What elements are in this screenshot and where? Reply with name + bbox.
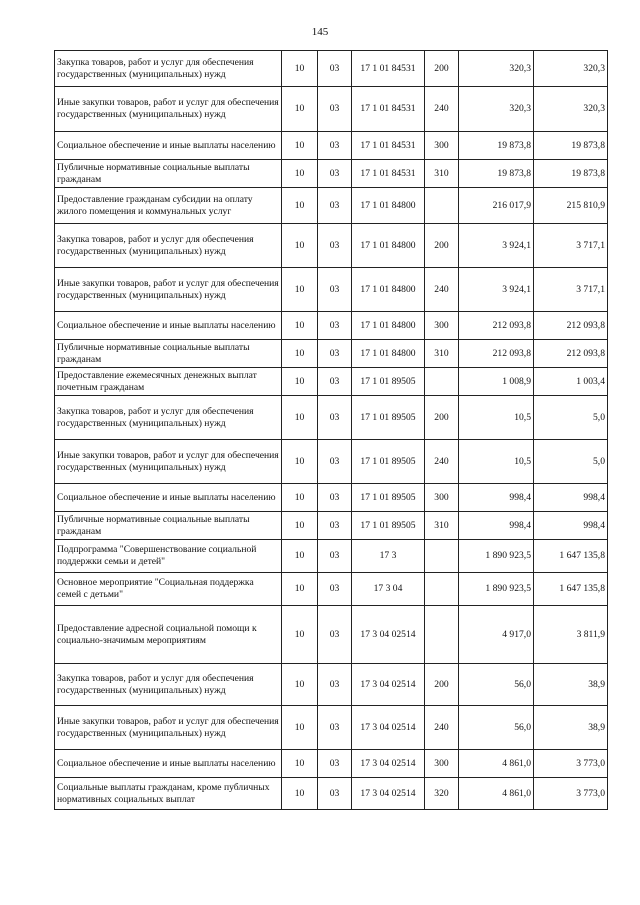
table-row [55,268,608,312]
row-sum-2: 212 093,8 [534,340,608,368]
row-sum-2: 3 717,1 [534,224,608,268]
row-target-article: 17 1 01 89505 [352,484,425,512]
row-sum-1: 1 890 923,5 [459,573,534,606]
row-subsection: 03 [318,606,352,664]
row-subsection: 03 [318,188,352,224]
row-sum-2: 38,9 [534,706,608,750]
row-sum-2: 3 773,0 [534,750,608,778]
row-sum-2: 19 873,8 [534,132,608,160]
row-expense-type: 310 [425,340,459,368]
row-sum-2: 5,0 [534,396,608,440]
row-sum-1: 212 093,8 [459,340,534,368]
row-subsection: 03 [318,440,352,484]
row-name: Социальное обеспечение и иные выплаты населению [55,132,282,160]
row-subsection: 03 [318,340,352,368]
row-sum-2: 212 093,8 [534,312,608,340]
row-sum-2: 998,4 [534,484,608,512]
row-section: 10 [282,268,318,312]
row-subsection: 03 [318,160,352,188]
row-section: 10 [282,224,318,268]
table-row [55,778,608,810]
row-subsection: 03 [318,750,352,778]
row-section: 10 [282,312,318,340]
row-sum-1: 212 093,8 [459,312,534,340]
row-expense-type: 240 [425,706,459,750]
row-target-article: 17 1 01 84531 [352,51,425,87]
row-expense-type: 310 [425,512,459,540]
row-target-article: 17 3 [352,540,425,573]
table-row [55,188,608,224]
row-sum-2: 215 810,9 [534,188,608,224]
row-sum-2: 1 647 135,8 [534,540,608,573]
row-target-article: 17 1 01 84800 [352,312,425,340]
row-name: Иные закупки товаров, работ и услуг для обеспечения государственных (муниципальных) нужд [55,706,282,750]
row-subsection: 03 [318,664,352,706]
row-expense-type: 300 [425,312,459,340]
row-sum-2: 1 647 135,8 [534,573,608,606]
row-target-article: 17 3 04 02514 [352,664,425,706]
table-row [55,87,608,132]
row-subsection: 03 [318,484,352,512]
table-row [55,540,608,573]
row-section: 10 [282,188,318,224]
row-sum-1: 4 861,0 [459,778,534,810]
row-target-article: 17 1 01 89505 [352,368,425,396]
row-expense-type: 310 [425,160,459,188]
row-subsection: 03 [318,540,352,573]
budget-table [54,50,608,810]
row-section: 10 [282,484,318,512]
row-subsection: 03 [318,312,352,340]
row-sum-1: 56,0 [459,706,534,750]
row-name: Публичные нормативные социальные выплаты гражданам [55,160,282,188]
table-row [55,484,608,512]
row-name: Публичные нормативные социальные выплаты гражданам [55,340,282,368]
row-section: 10 [282,706,318,750]
row-sum-1: 3 924,1 [459,224,534,268]
table-row [55,750,608,778]
table-row [55,706,608,750]
table-row [55,573,608,606]
row-subsection: 03 [318,51,352,87]
row-expense-type: 200 [425,224,459,268]
row-name: Иные закупки товаров, работ и услуг для обеспечения государственных (муниципальных) нужд [55,87,282,132]
row-section: 10 [282,396,318,440]
row-sum-1: 998,4 [459,512,534,540]
row-section: 10 [282,540,318,573]
row-expense-type: 300 [425,484,459,512]
row-sum-2: 3 811,9 [534,606,608,664]
row-target-article: 17 1 01 84800 [352,268,425,312]
row-name: Публичные нормативные социальные выплаты гражданам [55,512,282,540]
table-row [55,224,608,268]
row-sum-2: 3 773,0 [534,778,608,810]
row-section: 10 [282,132,318,160]
row-name: Социальные выплаты гражданам, кроме публичных нормативных социальных выплат [55,778,282,810]
row-target-article: 17 1 01 84531 [352,87,425,132]
row-target-article: 17 3 04 [352,573,425,606]
row-sum-1: 10,5 [459,396,534,440]
row-section: 10 [282,368,318,396]
row-name: Социальное обеспечение и иные выплаты населению [55,312,282,340]
row-sum-2: 320,3 [534,87,608,132]
row-name: Социальное обеспечение и иные выплаты населению [55,484,282,512]
row-subsection: 03 [318,573,352,606]
row-expense-type: 200 [425,51,459,87]
row-target-article: 17 3 04 02514 [352,778,425,810]
row-subsection: 03 [318,512,352,540]
row-subsection: 03 [318,368,352,396]
budget-table-body [55,51,608,810]
table-row [55,160,608,188]
table-row [55,51,608,87]
row-name: Закупка товаров, работ и услуг для обеспечения государственных (муниципальных) нужд [55,396,282,440]
table-row [55,606,608,664]
row-section: 10 [282,340,318,368]
row-expense-type: 200 [425,396,459,440]
row-section: 10 [282,606,318,664]
table-row [55,132,608,160]
row-name: Закупка товаров, работ и услуг для обеспечения государственных (муниципальных) нужд [55,664,282,706]
row-target-article: 17 3 04 02514 [352,750,425,778]
table-row [55,368,608,396]
row-subsection: 03 [318,396,352,440]
row-target-article: 17 1 01 84800 [352,224,425,268]
row-target-article: 17 1 01 89505 [352,440,425,484]
row-name: Предоставление ежемесячных денежных выплат почетным гражданам [55,368,282,396]
row-target-article: 17 1 01 84531 [352,160,425,188]
row-sum-1: 998,4 [459,484,534,512]
row-expense-type: 300 [425,750,459,778]
row-name: Подпрограмма "Совершенствование социальной поддержки семьи и детей" [55,540,282,573]
row-sum-2: 998,4 [534,512,608,540]
row-target-article: 17 1 01 84800 [352,340,425,368]
row-target-article: 17 1 01 84800 [352,188,425,224]
row-expense-type [425,573,459,606]
row-sum-2: 5,0 [534,440,608,484]
row-sum-1: 4 917,0 [459,606,534,664]
row-target-article: 17 1 01 89505 [352,512,425,540]
row-sum-1: 10,5 [459,440,534,484]
row-section: 10 [282,87,318,132]
table-row [55,396,608,440]
row-subsection: 03 [318,132,352,160]
row-target-article: 17 3 04 02514 [352,606,425,664]
row-subsection: 03 [318,778,352,810]
row-section: 10 [282,512,318,540]
row-name: Основное мероприятие "Социальная поддержка семей с детьми" [55,573,282,606]
row-section: 10 [282,664,318,706]
row-expense-type: 240 [425,440,459,484]
row-sum-1: 320,3 [459,87,534,132]
row-expense-type [425,188,459,224]
row-expense-type [425,606,459,664]
row-name: Закупка товаров, работ и услуг для обеспечения государственных (муниципальных) нужд [55,51,282,87]
table-row [55,312,608,340]
row-sum-1: 320,3 [459,51,534,87]
row-expense-type [425,368,459,396]
row-sum-1: 19 873,8 [459,132,534,160]
row-sum-2: 3 717,1 [534,268,608,312]
row-sum-1: 4 861,0 [459,750,534,778]
row-expense-type [425,540,459,573]
row-sum-2: 38,9 [534,664,608,706]
row-target-article: 17 1 01 89505 [352,396,425,440]
row-name: Предоставление адресной социальной помощи к социально-значимым мероприятиям [55,606,282,664]
row-section: 10 [282,750,318,778]
row-expense-type: 300 [425,132,459,160]
row-section: 10 [282,160,318,188]
row-sum-1: 3 924,1 [459,268,534,312]
row-sum-2: 320,3 [534,51,608,87]
table-row [55,340,608,368]
row-sum-2: 1 003,4 [534,368,608,396]
row-subsection: 03 [318,224,352,268]
row-name: Закупка товаров, работ и услуг для обеспечения государственных (муниципальных) нужд [55,224,282,268]
row-name: Иные закупки товаров, работ и услуг для обеспечения государственных (муниципальных) нужд [55,268,282,312]
row-expense-type: 240 [425,87,459,132]
row-expense-type: 240 [425,268,459,312]
row-target-article: 17 3 04 02514 [352,706,425,750]
row-section: 10 [282,778,318,810]
table-row [55,512,608,540]
row-sum-1: 1 008,9 [459,368,534,396]
row-expense-type: 320 [425,778,459,810]
row-subsection: 03 [318,87,352,132]
row-sum-1: 1 890 923,5 [459,540,534,573]
row-subsection: 03 [318,706,352,750]
row-target-article: 17 1 01 84531 [352,132,425,160]
row-section: 10 [282,440,318,484]
row-section: 10 [282,51,318,87]
table-row [55,664,608,706]
row-expense-type: 200 [425,664,459,706]
row-sum-2: 19 873,8 [534,160,608,188]
row-subsection: 03 [318,268,352,312]
row-name: Предоставление гражданам субсидии на оплату жилого помещения и коммунальных услуг [55,188,282,224]
page-number: 145 [311,26,329,38]
row-name: Социальное обеспечение и иные выплаты населению [55,750,282,778]
row-section: 10 [282,573,318,606]
row-sum-1: 56,0 [459,664,534,706]
row-sum-1: 19 873,8 [459,160,534,188]
row-name: Иные закупки товаров, работ и услуг для обеспечения государственных (муниципальных) нужд [55,440,282,484]
row-sum-1: 216 017,9 [459,188,534,224]
table-row [55,440,608,484]
